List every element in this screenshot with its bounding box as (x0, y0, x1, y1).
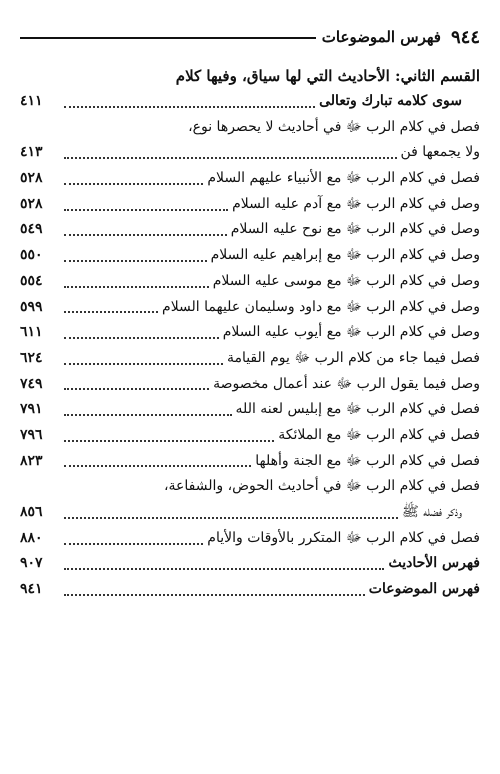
toc-entry-title: فهرس الموضوعات (368, 581, 480, 598)
dot-leader (64, 183, 203, 185)
toc-entry-page-number: ٥٢٨ (20, 195, 43, 212)
toc-entry-title: وصل في كلام الرب ﷻ مع آدم عليه السلام (232, 195, 480, 212)
toc-entry-title: فصل في كلام الرب ﷻ في أحاديث لا يحصرها نوع، (188, 118, 480, 135)
dot-leader (64, 568, 384, 570)
toc-entry (20, 500, 480, 526)
toc-entry (20, 269, 480, 295)
dot-leader (64, 209, 228, 211)
toc-entry-title: فصل في كلام الرب ﷻ في أحاديث الحوض، والشفاعة، (164, 478, 480, 495)
dot-leader (64, 157, 397, 159)
toc-entry-page-number: ٨٢٣ (20, 452, 43, 469)
toc-entry-page-number: ٨٥٦ (20, 504, 43, 520)
dot-leader (64, 517, 398, 519)
toc-entry-title: سوى كلامه تبارك وتعالى (319, 93, 462, 109)
running-header (20, 24, 480, 50)
toc-entry (20, 295, 480, 321)
toc-entry (20, 372, 480, 398)
toc-entry-page-number: ٩٠٧ (20, 555, 43, 572)
toc-entry-title: وصل في كلام الرب ﷻ مع أيوب عليه السلام (222, 324, 480, 341)
toc-entry-title: وصل في كلام الرب ﷻ مع نوح عليه السلام (230, 221, 480, 238)
toc-entry (20, 192, 480, 218)
toc-entry-list (20, 89, 480, 603)
dot-leader (64, 440, 274, 442)
toc-entry-title: وذكر فضله ﷺ (401, 504, 462, 520)
dot-leader (64, 106, 315, 108)
toc-entry-page-number: ٥٤٩ (20, 221, 43, 238)
toc-entry-page-number: ٦١١ (20, 324, 43, 341)
toc-entry-page-number: ٧٩١ (20, 401, 43, 418)
toc-entry (20, 397, 480, 423)
dot-leader (64, 286, 209, 288)
table-of-contents (20, 63, 480, 603)
toc-entry (20, 140, 480, 166)
dot-leader (64, 337, 219, 339)
toc-entry-page-number: ٤١١ (20, 93, 43, 109)
toc-entry (20, 217, 480, 243)
toc-entry-page-number: ٥٥٤ (20, 272, 43, 289)
dot-leader (64, 363, 223, 365)
toc-entry (20, 577, 480, 603)
toc-entry-title: فصل فيما جاء من كلام الرب ﷻ يوم القيامة (226, 349, 480, 366)
toc-entry-page-number: ٦٢٤ (20, 349, 43, 366)
toc-entry-title: فصل في كلام الرب ﷻ المتكرر بالأوقات والأيام (207, 529, 480, 546)
dot-leader (64, 311, 158, 313)
dot-leader (64, 594, 365, 596)
toc-entry-title: فصل في كلام الرب ﷻ مع الجنة وأهلها (255, 452, 480, 469)
dot-leader (64, 388, 209, 390)
toc-entry-title: وصل في كلام الرب ﷻ مع داود وسليمان عليهما السلام (162, 298, 480, 315)
running-title: فهرس الموضوعات (321, 28, 441, 46)
section-title: القسم الثاني: الأحاديث التي لها سياق، وفيها كلام (175, 67, 480, 85)
toc-entry-page-number: ٧٤٩ (20, 375, 43, 392)
toc-entry-title: فصل في كلام الرب ﷻ مع الأنبياء عليهم السلام (207, 170, 480, 187)
toc-entry-page-number: ٤١٣ (20, 144, 43, 161)
toc-entry (20, 320, 480, 346)
toc-entry-title: ولا يجمعها فن (400, 144, 480, 161)
page-number: ٩٤٤ (450, 26, 480, 48)
toc-entry-title: وصل في كلام الرب ﷻ مع موسى عليه السلام (212, 272, 480, 289)
toc-entry-page-number: ٨٨٠ (20, 529, 43, 546)
toc-entry-title: فهرس الأحاديث (388, 555, 480, 572)
toc-entry-page-number: ٥٢٨ (20, 170, 43, 187)
dot-leader (64, 234, 227, 236)
toc-entry-title: وصل في كلام الرب ﷻ مع إبراهيم عليه السلام (210, 247, 480, 264)
toc-entry (20, 166, 480, 192)
toc-entry (20, 346, 480, 372)
toc-entry (20, 526, 480, 552)
header-rule (20, 37, 316, 39)
toc-entry-title: فصل في كلام الرب ﷻ مع إبليس لعنه الله (235, 401, 480, 418)
toc-entry-title: فصل في كلام الرب ﷻ مع الملائكة (278, 426, 480, 443)
toc-entry (20, 449, 480, 475)
toc-entry-page-number: ٩٤١ (20, 581, 43, 598)
toc-entry (20, 474, 480, 500)
dot-leader (64, 414, 232, 416)
toc-entry-page-number: ٥٥٠ (20, 247, 43, 264)
toc-entry-page-number: ٧٩٦ (20, 426, 43, 443)
toc-entry (20, 423, 480, 449)
toc-entry-page-number: ٥٩٩ (20, 298, 43, 315)
dot-leader (64, 260, 207, 262)
toc-entry (20, 551, 480, 577)
toc-entry (20, 89, 480, 115)
toc-entry-title: وصل فيما يقول الرب ﷻ عند أعمال مخصوصة (213, 375, 480, 392)
toc-entry (20, 243, 480, 269)
dot-leader (64, 465, 251, 467)
dot-leader (64, 543, 203, 545)
toc-entry (20, 115, 480, 141)
